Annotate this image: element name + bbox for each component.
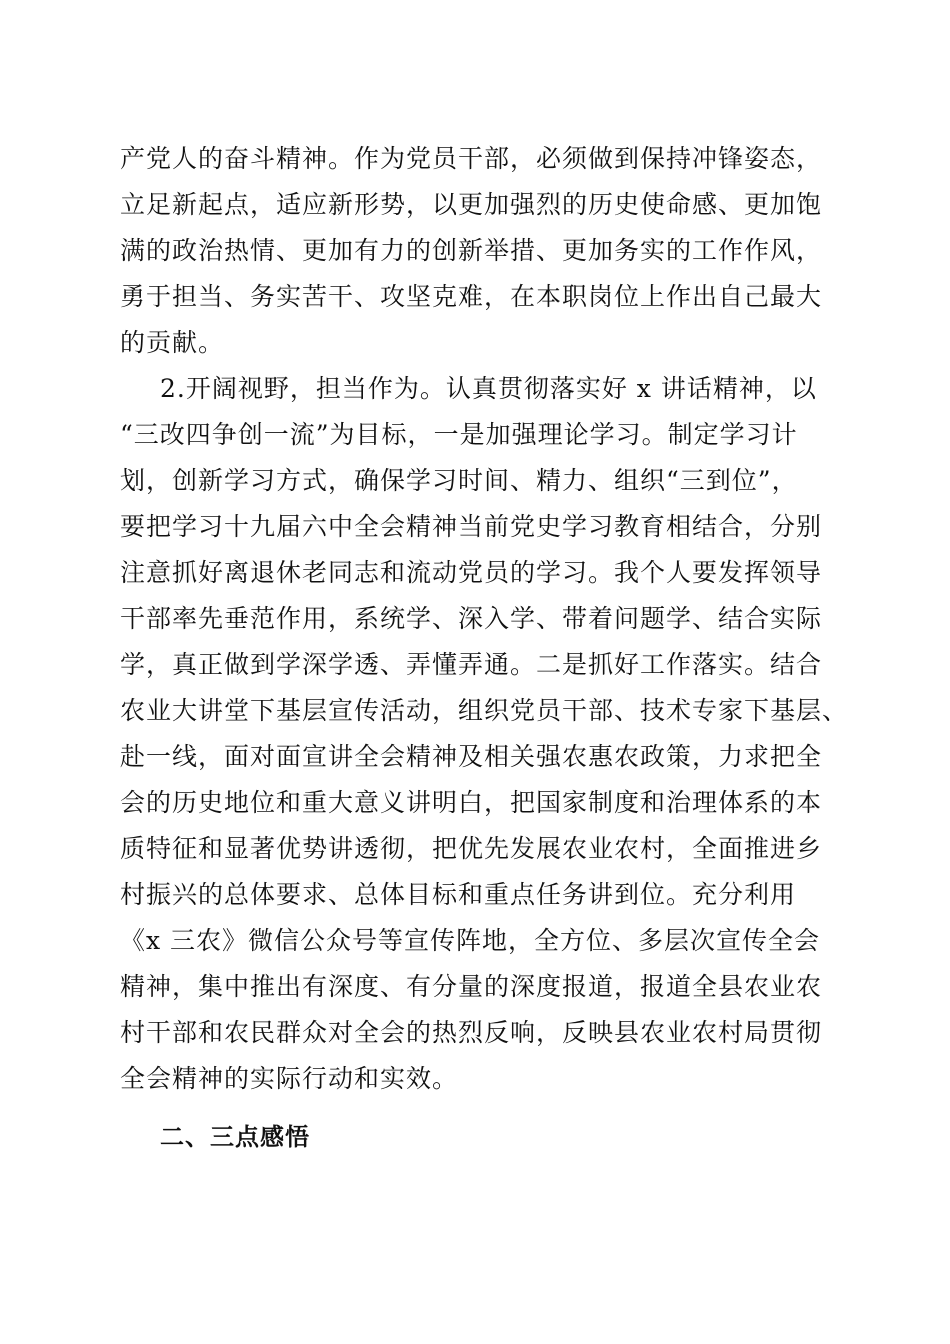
text-line: 干部率先垂范作用，系统学、深入学、带着问题学、结合实际 <box>120 604 823 633</box>
text-line: 精神，集中推出有深度、有分量的深度报道，报道全县农业农 <box>120 972 823 1001</box>
text-line: 满的政治热情、更加有力的创新举措、更加务实的工作作风， <box>120 236 823 265</box>
text-line: 《x 三农》微信公众号等宣传阵地，全方位、多层次宣传全会 <box>120 926 821 955</box>
section-heading: 二、三点感悟 <box>160 1123 310 1151</box>
text-line: 全会精神的实际行动和实效。 <box>120 1064 459 1093</box>
text-line: 村干部和农民群众对全会的热烈反响，反映县农业农村局贯彻 <box>120 1018 823 1047</box>
text-line: 赴一线，面对面宣讲全会精神及相关强农惠农政策，力求把全 <box>120 742 823 771</box>
text-line: 会的历史地位和重大意义讲明白，把国家制度和治理体系的本 <box>120 788 823 817</box>
text-line: 要把学习十九届六中全会精神当前党史学习教育相结合，分别 <box>120 512 823 541</box>
text-line: 2.开阔视野，担当作为。认真贯彻落实好 x 讲话精神，以 <box>160 374 817 403</box>
text-line: 村振兴的总体要求、总体目标和重点任务讲到位。充分利用 <box>120 880 797 909</box>
text-line: 产党人的奋斗精神。作为党员干部，必须做到保持冲锋姿态， <box>120 144 823 173</box>
text-line: “三改四争创一流”为目标，一是加强理论学习。制定学习计 <box>120 420 798 449</box>
text-line: 农业大讲堂下基层宣传活动，组织党员干部、技术专家下基层、 <box>120 696 849 725</box>
text-line: 立足新起点，适应新形势，以更加强烈的历史使命感、更加饱 <box>120 190 823 219</box>
text-line: 注意抓好离退休老同志和流动党员的学习。我个人要发挥领导 <box>120 558 823 587</box>
text-line: 学，真正做到学深学透、弄懂弄通。二是抓好工作落实。结合 <box>120 650 823 679</box>
text-line: 勇于担当、务实苦干、攻坚克难，在本职岗位上作出自己最大 <box>120 282 823 311</box>
text-line: 质特征和显著优势讲透彻，把优先发展农业农村，全面推进乡 <box>120 834 823 863</box>
text-line: 划，创新学习方式，确保学习时间、精力、组织“三到位”， <box>120 466 798 495</box>
text-line: 的贡献。 <box>120 328 225 357</box>
document-body <box>120 136 860 1160</box>
